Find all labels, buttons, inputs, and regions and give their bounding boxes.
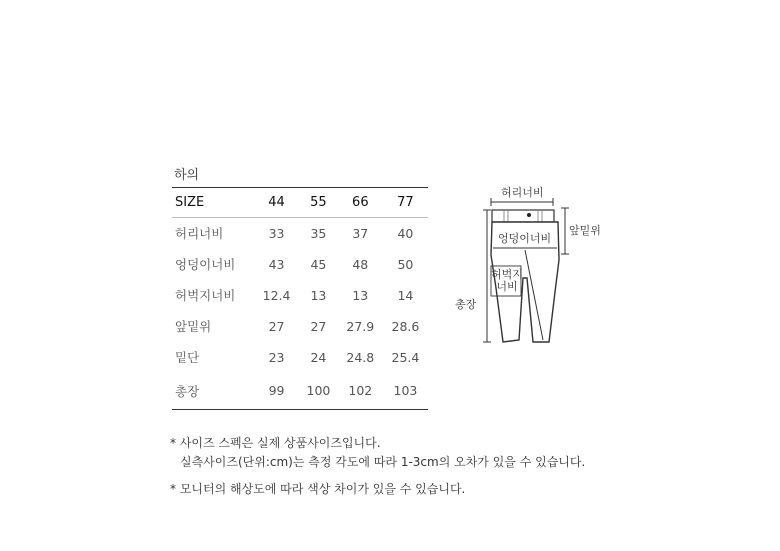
diagram-label-thigh-line2: 너비: [496, 280, 518, 293]
note-line-2: 실측사이즈(단위:cm)는 측정 각도에 따라 1-3cm의 오차가 있을 수 있습니다.: [180, 455, 586, 469]
note-line-1: * 사이즈 스펙은 실제 상품사이즈입니다.: [170, 436, 381, 450]
table-header-row: [172, 188, 428, 218]
diagram-label-hip: 엉덩이너비: [498, 232, 552, 245]
cell: 33: [268, 225, 285, 241]
size-table: [172, 187, 428, 410]
cell: 102: [348, 383, 373, 399]
cell: 27: [268, 318, 285, 334]
header-55: 55: [310, 195, 327, 210]
row-label: 앞밑위: [175, 319, 212, 334]
cell: 28.6: [391, 318, 420, 334]
cell: 50: [397, 256, 414, 272]
diagram-label-waist: 허리너비: [501, 186, 544, 199]
table-row: [172, 373, 428, 410]
header-77: 77: [397, 195, 414, 210]
header-44: 44: [268, 195, 285, 210]
cell: 13: [310, 287, 327, 303]
cell: 48: [352, 256, 369, 272]
cell: 27.9: [346, 318, 375, 334]
note-line-3: * 모니터의 해상도에 따라 색상 차이가 있을 수 있습니다.: [170, 482, 466, 496]
section-title: 하의: [174, 168, 200, 183]
header-66: 66: [352, 195, 369, 210]
diagram-label-rise: 앞밑위: [569, 224, 601, 237]
cell: 37: [352, 225, 369, 241]
diagram-label-thigh: [491, 269, 523, 293]
table-row: [172, 249, 428, 280]
cell: 25.4: [391, 349, 420, 365]
table-row: [172, 280, 428, 311]
row-label: 총장: [175, 383, 200, 399]
cell: 12.4: [262, 287, 291, 303]
header-size: SIZE: [175, 195, 205, 210]
cell: 23: [268, 349, 285, 365]
cell: 27: [310, 318, 327, 334]
diagram-label-thigh-line1: 허벅지: [491, 268, 523, 281]
cell: 43: [268, 256, 285, 272]
row-label: 밑단: [175, 350, 200, 365]
cell: 45: [310, 256, 327, 272]
table-row: [172, 342, 428, 373]
cell: 24.8: [346, 349, 375, 365]
diagram-label-length: 총장: [455, 298, 477, 311]
row-label: 허리너비: [175, 226, 224, 242]
cell: 24: [310, 349, 327, 365]
cell: 14: [397, 287, 414, 303]
cell: 100: [306, 383, 331, 399]
row-label: 엉덩이너비: [175, 257, 236, 272]
row-label: 허벅지너비: [175, 288, 236, 303]
cell: 40: [397, 225, 414, 241]
pants-illustration: [455, 180, 615, 360]
table-row: [172, 218, 428, 249]
cell: 103: [393, 383, 418, 399]
table-row: [172, 311, 428, 342]
cell: 99: [268, 383, 285, 399]
pants-measurement-diagram: [455, 180, 615, 360]
cell: 35: [310, 225, 327, 241]
cell: 13: [352, 287, 369, 303]
notes: [170, 434, 585, 499]
